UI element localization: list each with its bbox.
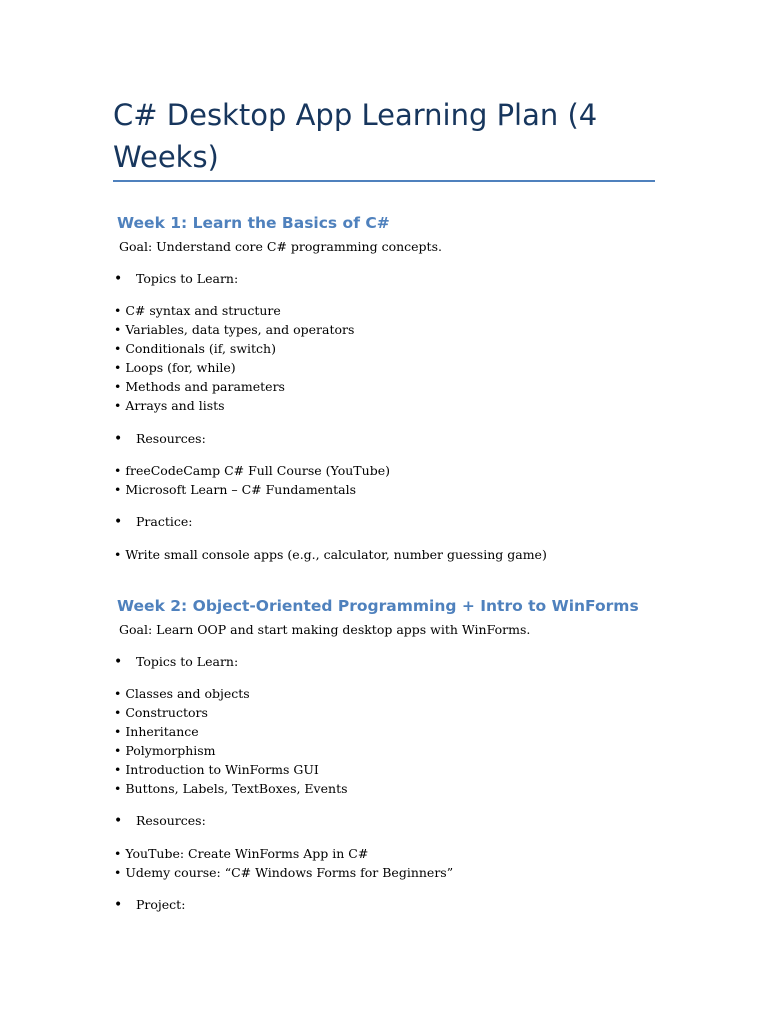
week-1-goal: Goal: Understand core C# programming concepts. [119,239,442,254]
bullet-icon: • [114,654,123,670]
list-item: • Variables, data types, and operators [114,322,355,337]
list-item: • Udemy course: “C# Windows Forms for Beginners” [114,865,454,880]
title-underline [113,180,655,182]
list-item: • Arrays and lists [114,398,225,413]
list-item: • YouTube: Create WinForms App in C# [114,846,369,861]
bullet-icon: • [114,431,123,447]
page-title: C# Desktop App Learning Plan (4 Weeks) [113,98,598,174]
week-1-practice-list [114,545,547,564]
week-2-topics-label [114,654,238,670]
bullet-icon: • [114,813,123,829]
list-item: • Microsoft Learn – C# Fundamentals [114,482,357,497]
week-2-heading: Week 2: Object-Oriented Programming + Intro to WinForms [117,597,639,615]
bullet-icon: • [114,514,123,530]
week-2-resources-label [114,813,206,829]
week-2-goal: Goal: Learn OOP and start making desktop apps with WinForms. [119,622,531,637]
bullet-icon: • [114,897,123,913]
section-label-text: Resources: [136,431,206,446]
list-item: • Buttons, Labels, TextBoxes, Events [114,781,348,796]
list-item: • C# syntax and structure [114,303,281,318]
list-item: • Constructors [114,705,208,720]
bullet-icon: • [114,271,123,287]
list-item: • Conditionals (if, switch) [114,341,276,356]
list-item: • Inheritance [114,724,199,739]
list-item: • Introduction to WinForms GUI [114,762,319,777]
section-label-text: Practice: [136,514,193,529]
list-item: • Loops (for, while) [114,360,236,375]
week-1-resources-list [114,461,390,499]
week-1-topics-list [114,301,354,415]
week-2-project-label [114,897,185,913]
list-item: • Classes and objects [114,686,250,701]
list-item: • Polymorphism [114,743,216,758]
section-label-text: Topics to Learn: [136,271,239,286]
week-1-resources-label [114,431,206,447]
list-item: • Methods and parameters [114,379,285,394]
section-label-text: Project: [136,897,186,912]
section-label-text: Topics to Learn: [136,654,239,669]
week-1-heading: Week 1: Learn the Basics of C# [117,214,390,232]
week-1-topics-label [114,271,238,287]
week-1-practice-label [114,514,192,530]
section-label-text: Resources: [136,813,206,828]
list-item: • freeCodeCamp C# Full Course (YouTube) [114,463,390,478]
week-2-topics-list [114,684,348,798]
list-item: • Write small console apps (e.g., calculator, number guessing game) [114,547,547,562]
week-2-resources-list [114,844,453,882]
